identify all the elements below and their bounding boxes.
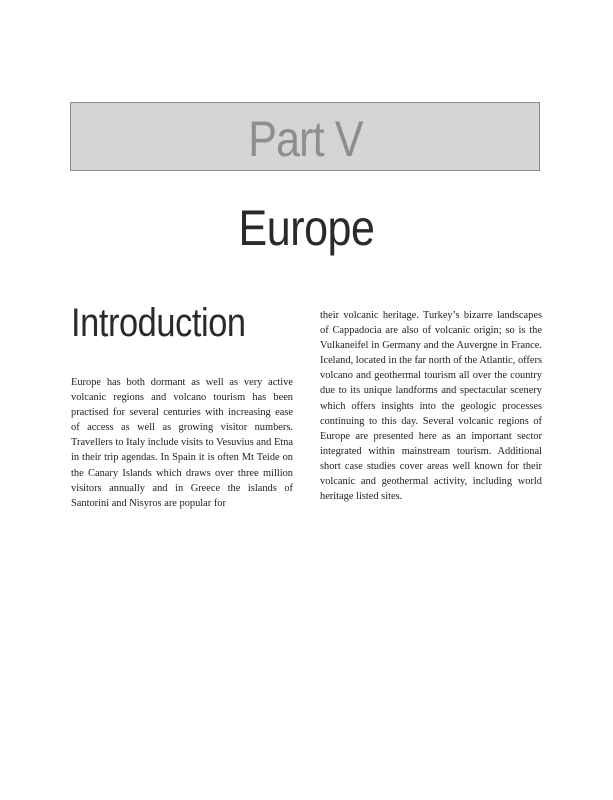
intro-heading: Introduction — [71, 301, 246, 345]
body-text-right-column — [320, 308, 542, 504]
section-title: Europe — [238, 200, 375, 256]
body-text-left-column — [71, 375, 293, 511]
part-label: Part V — [247, 110, 363, 167]
body-paragraph-right: their volcanic heritage. Turkey’s bizarre landscapes of Cappadocia are also of volcanic origin; so is the Vulkaneifel in Germany and the Auvergne in France. Iceland, located in the far north of the Atlantic, offers volcano and geothermal tourism all over the country due to its unique landforms and spectacular scenery which offers insights into the geologic processes continuing to this day. Several volcanic regions of Europe are presented here as an important sector integrated within mainstream tourism. Additional short case studies cover areas well known for their volcanic and geothermal activity, including world heritage listed sites. — [320, 310, 542, 503]
part-banner — [70, 102, 540, 171]
body-paragraph-left: Europe has both dormant as well as very active volcanic regions and volcano tourism has been practised for several centuries with increasing ease of access as well as growing visitor numbers. Travellers to Italy include visits to Vesuvius and Etna in their trip agendas. In Spain it is often Mt Teide on the Canary Islands which draws over three million visitors annually and in Greece the islands of Santorini and Nisyros are popular for — [71, 377, 293, 509]
